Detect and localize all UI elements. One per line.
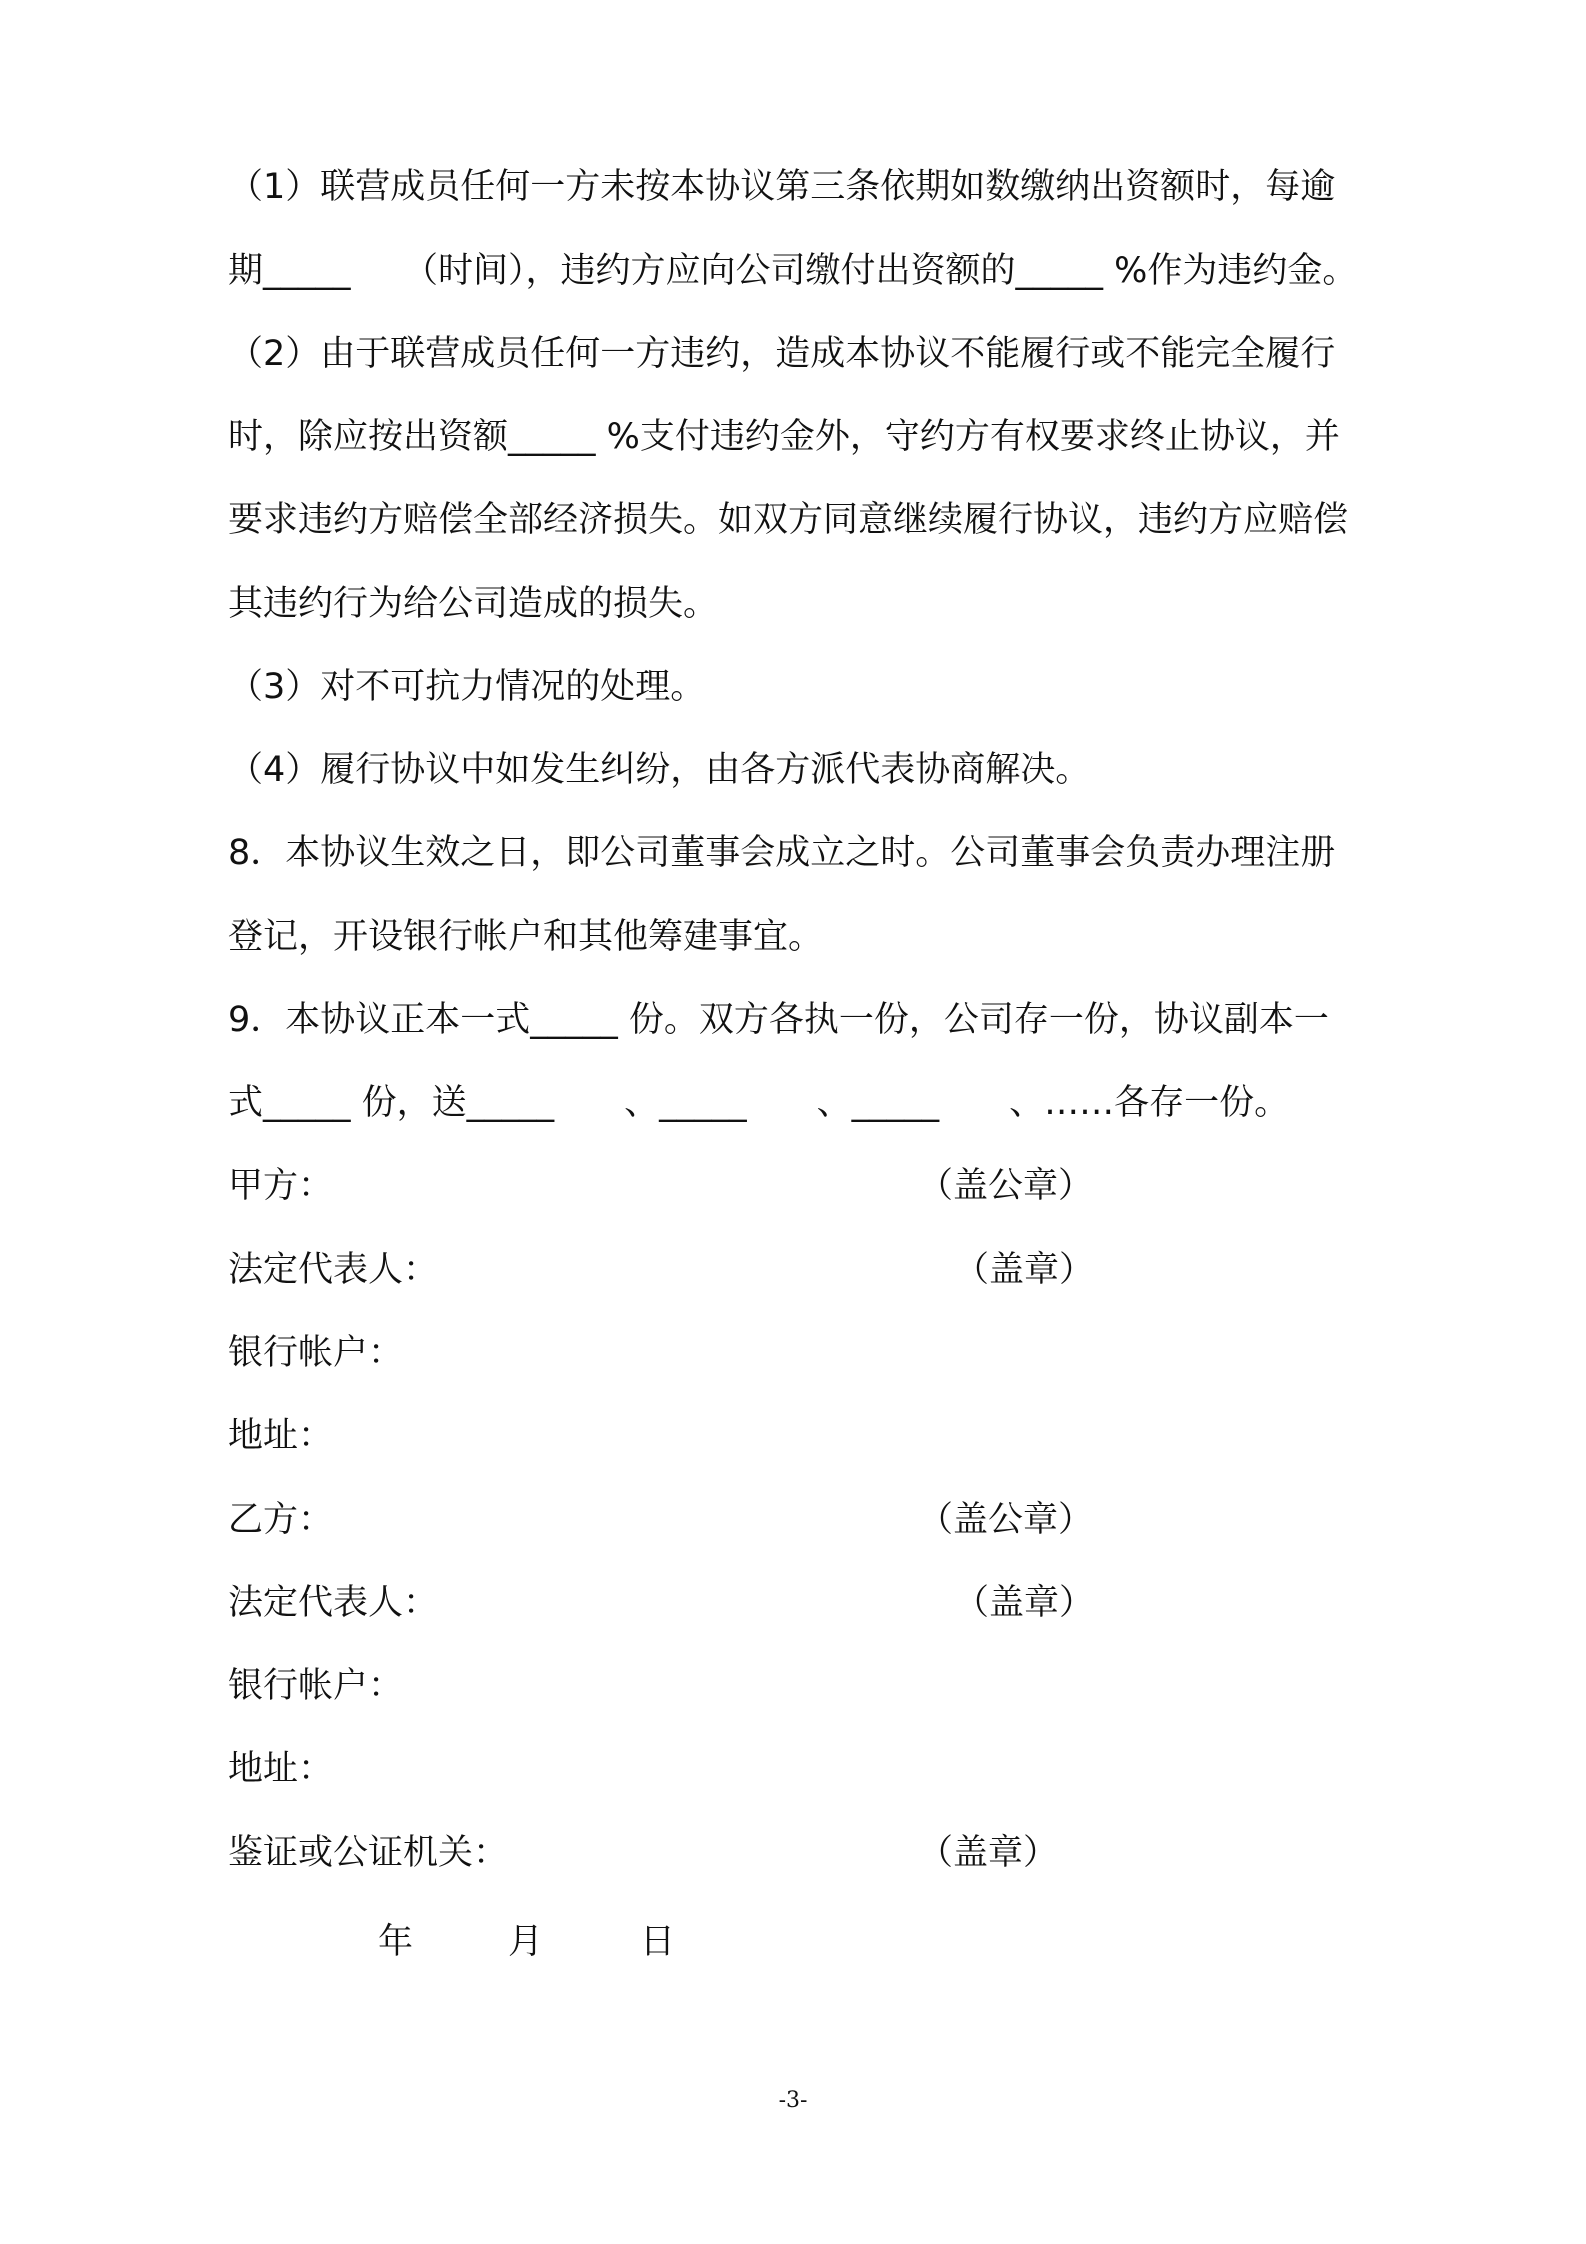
party-a-address-label: 地址： (228, 1416, 334, 1456)
clause-line: （1）联营成员任何一方未按本协议第三条依期如数缴纳出资额时，每逾 (228, 167, 1336, 207)
clause-line: （3）对不可抗力情况的处理。 (228, 667, 706, 707)
notary-label: 鉴证或公证机关： (228, 1833, 509, 1873)
party-b-seal: （盖公章） (918, 1500, 1094, 1540)
clause-line: 9．本协议正本一式_____ 份。双方各执一份，公司存一份，协议副本一 (228, 1000, 1329, 1040)
party-a-rep-label: 法定代表人： (228, 1250, 439, 1290)
clause-line: 登记，开设银行帐户和其他筹建事宜。 (228, 917, 824, 957)
party-b-rep-seal: （盖章） (954, 1583, 1095, 1623)
clause-line: 时，除应按出资额_____ %支付违约金外，守约方有权要求终止协议，并 (228, 417, 1340, 457)
clause-line: （2）由于联营成员任何一方违约，造成本协议不能履行或不能完全履行 (228, 334, 1336, 374)
party-a-rep-seal: （盖章） (954, 1250, 1095, 1290)
notary-seal: （盖章） (918, 1833, 1059, 1873)
party-a-label: 甲方： (228, 1166, 334, 1206)
clause-line: 期_____ （时间），违约方应向公司缴付出资额的_____ %作为违约金。 (228, 251, 1358, 291)
party-a-seal: （盖公章） (918, 1166, 1094, 1206)
party-b-bank-label: 银行帐户： (228, 1666, 404, 1706)
party-b-address-label: 地址： (228, 1749, 334, 1789)
party-a-bank-label: 银行帐户： (228, 1333, 404, 1373)
clause-line: 式_____ 份，送_____ 、_____ 、_____ 、……各存一份。 (228, 1083, 1290, 1123)
date-year: 年 (378, 1922, 414, 1962)
clause-line: 其违约行为给公司造成的损失。 (228, 584, 719, 624)
clause-line: （4）履行协议中如发生纠纷，由各方派代表协商解决。 (228, 750, 1091, 790)
date-day: 日 (640, 1922, 676, 1962)
page-number: -3- (778, 2088, 808, 2113)
clause-line: 8．本协议生效之日，即公司董事会成立之时。公司董事会负责办理注册 (228, 833, 1336, 873)
party-b-label: 乙方： (228, 1500, 334, 1540)
date-month: 月 (508, 1922, 544, 1962)
clause-line: 要求违约方赔偿全部经济损失。如双方同意继续履行协议，违约方应赔偿 (228, 500, 1349, 540)
party-b-rep-label: 法定代表人： (228, 1583, 439, 1623)
